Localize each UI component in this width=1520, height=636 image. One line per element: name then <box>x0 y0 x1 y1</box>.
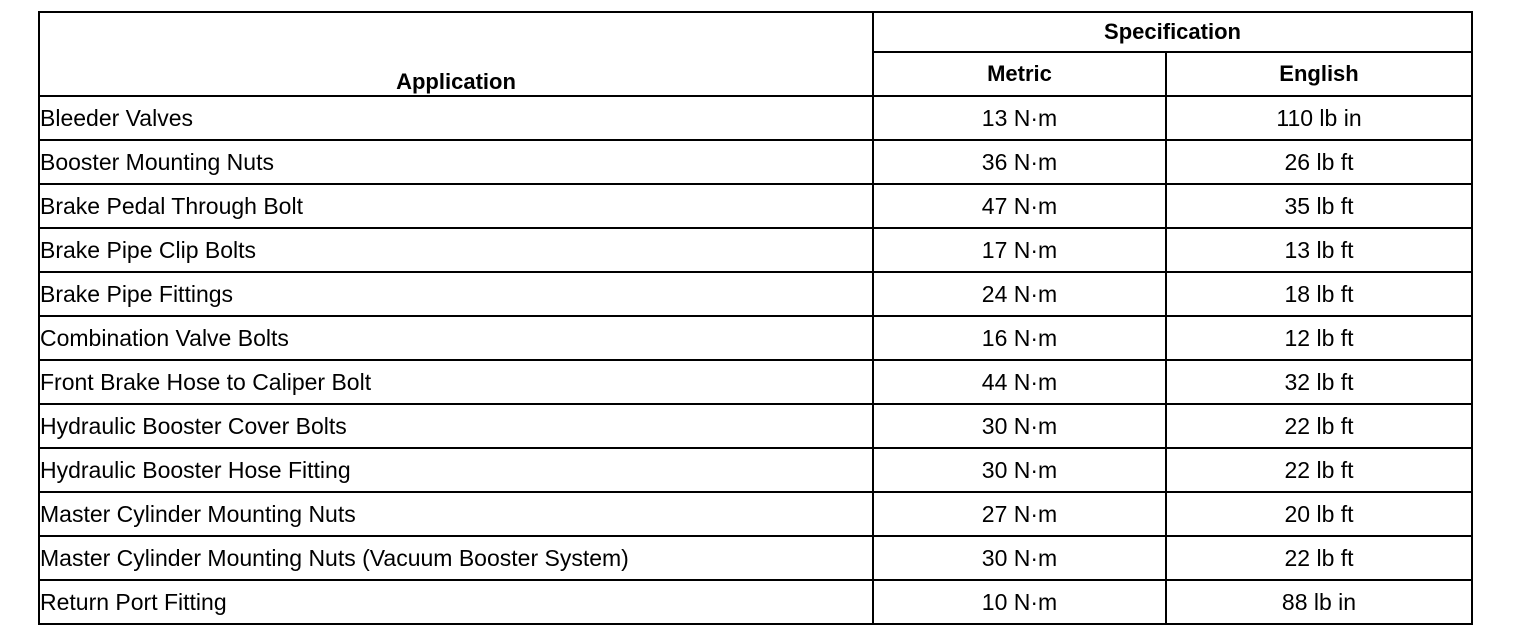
application-cell: Booster Mounting Nuts <box>39 140 873 184</box>
header-metric: Metric <box>873 52 1166 96</box>
application-cell: Hydraulic Booster Hose Fitting <box>39 448 873 492</box>
metric-cell: 17 N·m <box>873 228 1166 272</box>
english-cell: 32 lb ft <box>1166 360 1472 404</box>
metric-cell: 30 N·m <box>873 404 1166 448</box>
english-cell: 22 lb ft <box>1166 536 1472 580</box>
application-cell: Master Cylinder Mounting Nuts (Vacuum Booster System) <box>39 536 873 580</box>
metric-cell: 36 N·m <box>873 140 1166 184</box>
table-row <box>39 316 1472 360</box>
header-specification: Specification <box>873 12 1472 52</box>
table-row <box>39 184 1472 228</box>
metric-cell: 44 N·m <box>873 360 1166 404</box>
application-cell: Bleeder Valves <box>39 96 873 140</box>
english-cell: 110 lb in <box>1166 96 1472 140</box>
english-cell: 20 lb ft <box>1166 492 1472 536</box>
table-body <box>39 96 1472 624</box>
english-cell: 22 lb ft <box>1166 404 1472 448</box>
table-row <box>39 404 1472 448</box>
metric-cell: 10 N·m <box>873 580 1166 624</box>
application-cell: Master Cylinder Mounting Nuts <box>39 492 873 536</box>
application-cell: Combination Valve Bolts <box>39 316 873 360</box>
table-row <box>39 580 1472 624</box>
table-row <box>39 96 1472 140</box>
english-cell: 13 lb ft <box>1166 228 1472 272</box>
metric-cell: 47 N·m <box>873 184 1166 228</box>
application-cell: Front Brake Hose to Caliper Bolt <box>39 360 873 404</box>
english-cell: 22 lb ft <box>1166 448 1472 492</box>
application-cell: Brake Pipe Clip Bolts <box>39 228 873 272</box>
metric-cell: 27 N·m <box>873 492 1166 536</box>
application-cell: Brake Pedal Through Bolt <box>39 184 873 228</box>
metric-cell: 16 N·m <box>873 316 1166 360</box>
table-row <box>39 140 1472 184</box>
metric-cell: 24 N·m <box>873 272 1166 316</box>
table-row <box>39 360 1472 404</box>
table-row <box>39 492 1472 536</box>
table-row <box>39 536 1472 580</box>
english-cell: 88 lb in <box>1166 580 1472 624</box>
metric-cell: 30 N·m <box>873 536 1166 580</box>
english-cell: 12 lb ft <box>1166 316 1472 360</box>
table-row <box>39 228 1472 272</box>
header-english: English <box>1166 52 1472 96</box>
fastener-specification-table <box>38 11 1473 625</box>
table-row <box>39 272 1472 316</box>
table-row <box>39 448 1472 492</box>
header-application: Application <box>39 12 873 96</box>
application-cell: Brake Pipe Fittings <box>39 272 873 316</box>
english-cell: 26 lb ft <box>1166 140 1472 184</box>
application-cell: Hydraulic Booster Cover Bolts <box>39 404 873 448</box>
english-cell: 35 lb ft <box>1166 184 1472 228</box>
english-cell: 18 lb ft <box>1166 272 1472 316</box>
application-cell: Return Port Fitting <box>39 580 873 624</box>
header-row-top <box>39 12 1472 52</box>
metric-cell: 13 N·m <box>873 96 1166 140</box>
metric-cell: 30 N·m <box>873 448 1166 492</box>
